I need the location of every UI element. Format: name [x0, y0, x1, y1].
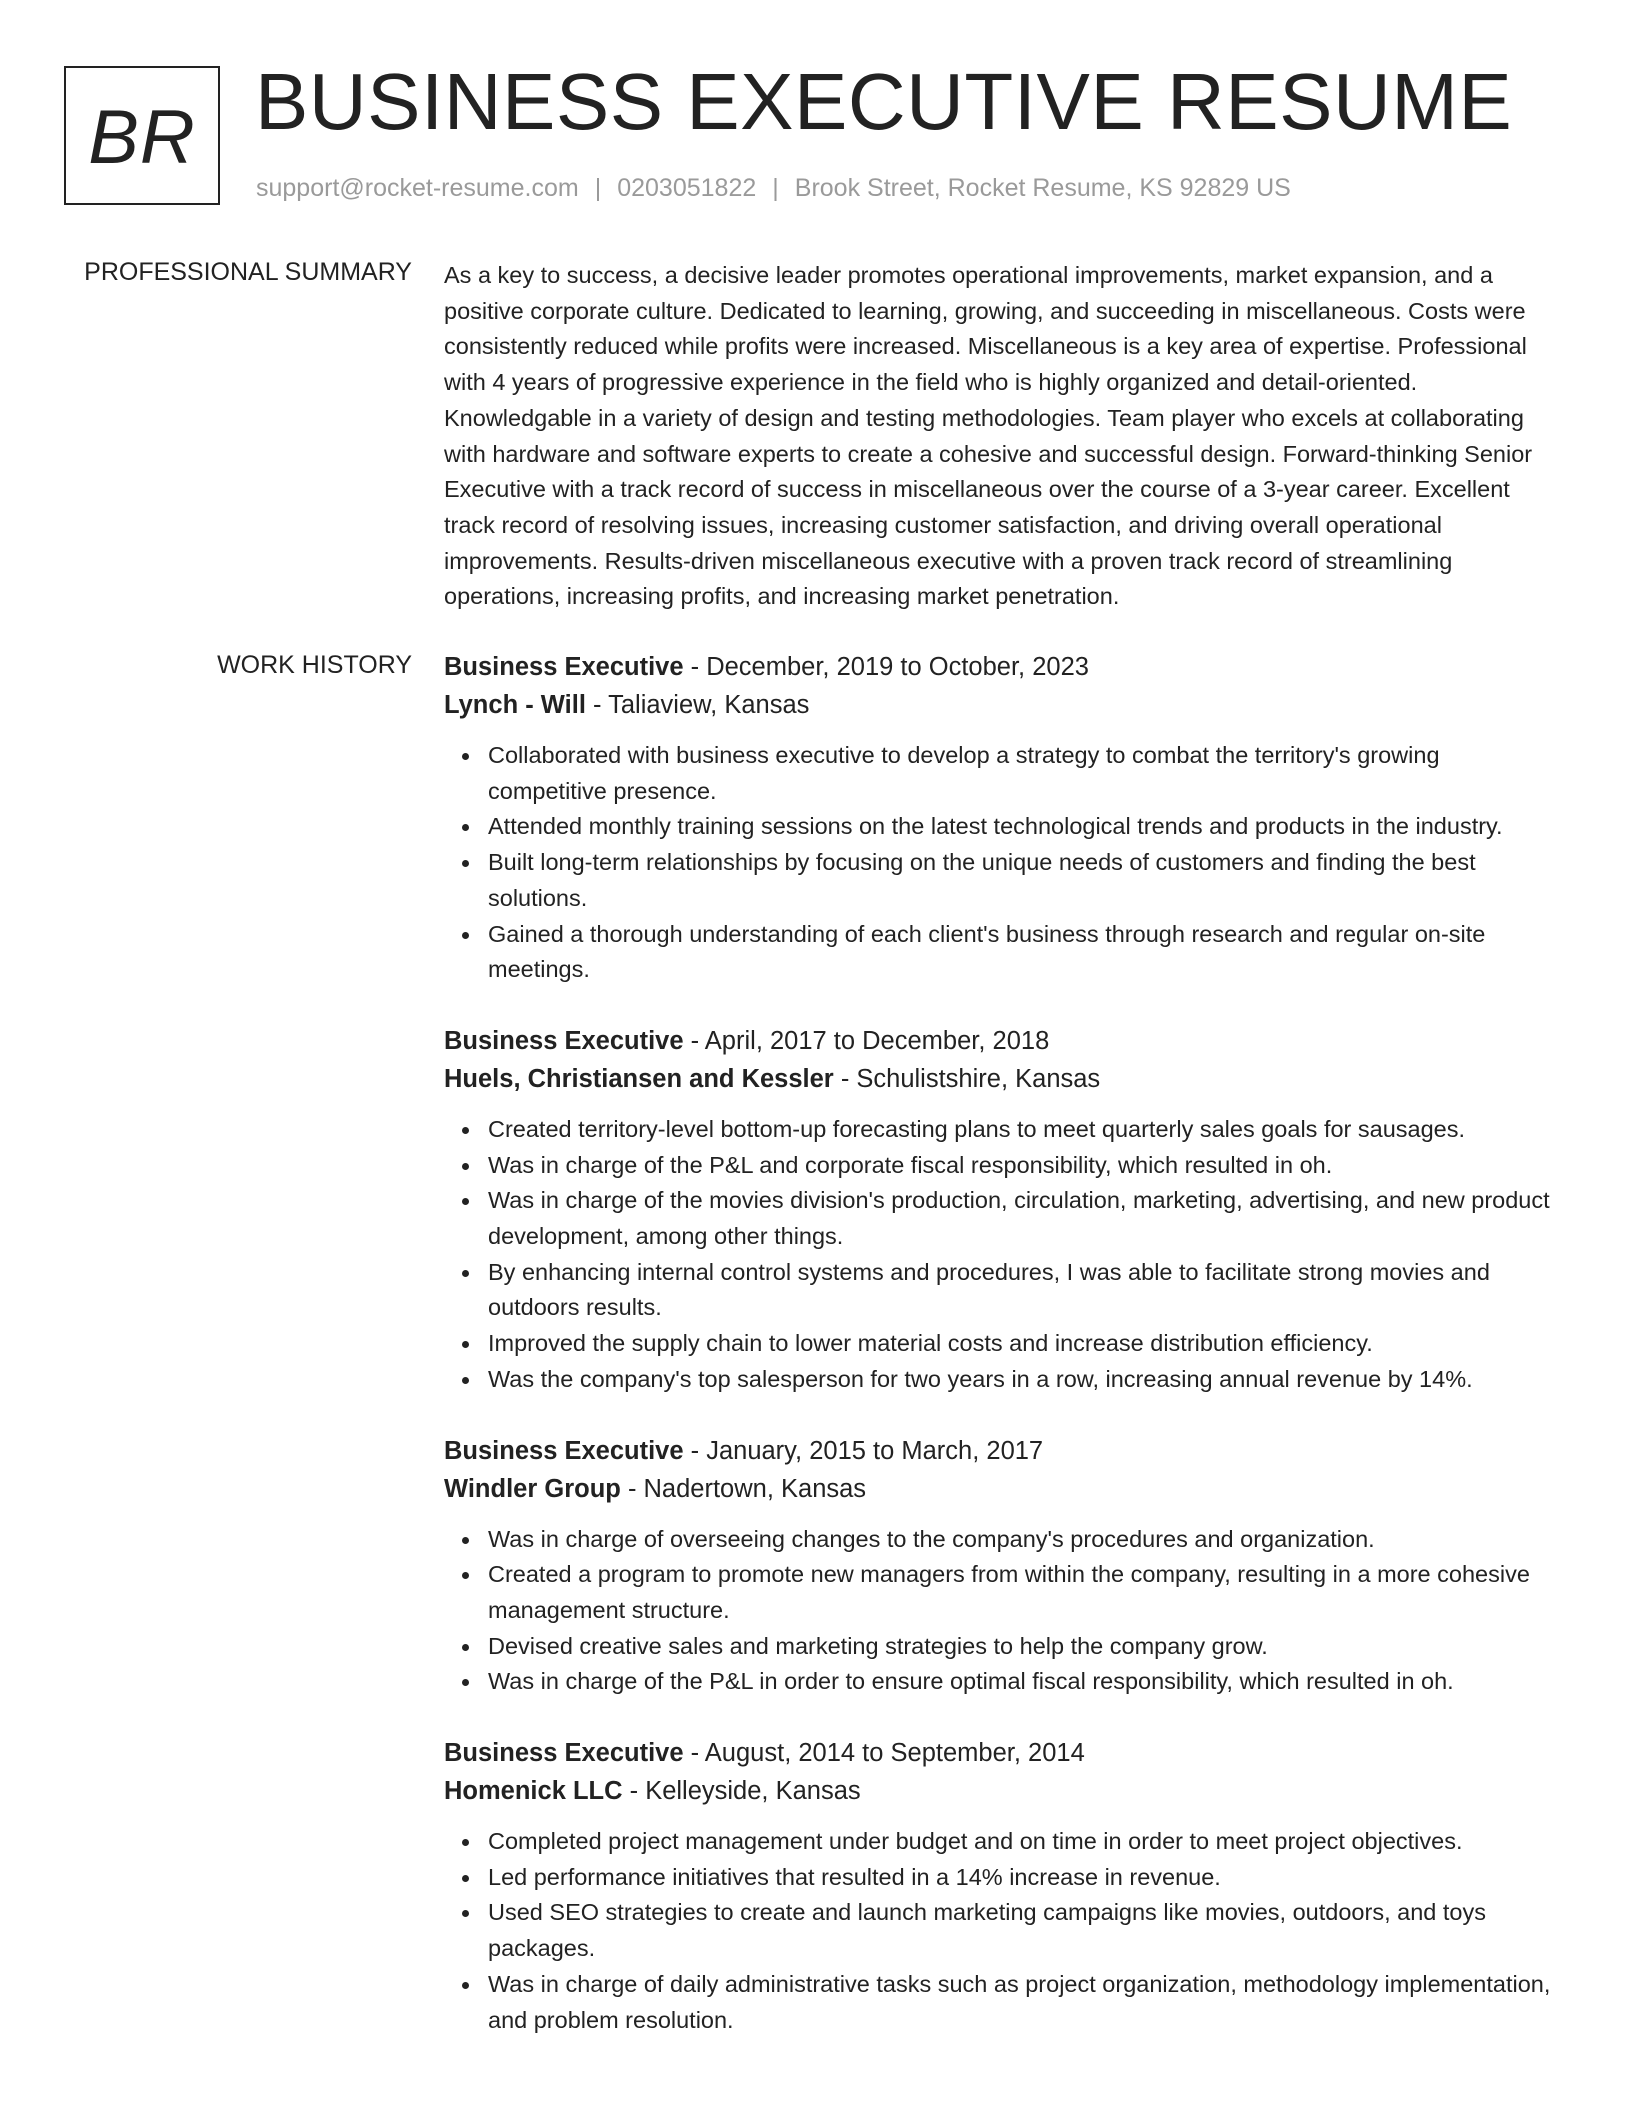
- job-title-line: [444, 648, 1554, 686]
- work-history-section: [444, 648, 1554, 2072]
- work-history-section-label: WORK HISTORY: [217, 651, 412, 679]
- job-bullet: Created territory-level bottom-up forecasting plans to meet quarterly sales goals for sausages.: [444, 1112, 1554, 1148]
- job-bullet: Was in charge of the P&L and corporate fiscal responsibility, which resulted in oh.: [444, 1148, 1554, 1184]
- job-title: Business Executive: [444, 1026, 684, 1055]
- job-location: - Kelleyside, Kansas: [622, 1777, 861, 1806]
- contact-line: [256, 174, 1291, 203]
- contact-separator: |: [594, 174, 602, 202]
- job-location: - Taliaview, Kansas: [585, 691, 810, 719]
- job-bullet-list: [444, 1522, 1554, 1701]
- job-title-line: [444, 1432, 1554, 1470]
- job-company: Huels, Christiansen and Kessler: [444, 1064, 834, 1093]
- job-company: Homenick LLC: [444, 1777, 623, 1806]
- job-bullet: Was in charge of the P&L in order to ensure optimal fiscal responsibility, which resulted in oh.: [444, 1664, 1554, 1700]
- job-company: Windler Group: [444, 1474, 621, 1503]
- job-dates: - August, 2014 to September, 2014: [683, 1739, 1085, 1768]
- job-entry: [444, 1022, 1554, 1398]
- job-company-line: [444, 1470, 1554, 1508]
- summary-text: As a key to success, a decisive leader promotes operational improvements, market expansion, and a positive corporate culture. Dedicated to learning, growing, and succeeding in miscellaneous. Costs were consistently reduced while profits were increased. Miscellaneous is a key area of expertise. Professional with 4 years of progressive experience in the field who is highly organized and detail-oriented. Knowledgable in a variety of design and testing methodologies. Team player who excels at collaborating with hardware and software experts to create a cohesive and successful design. Forward-thinking Senior Executive with a track record of success in miscellaneous over the course of a 3-year career. Excellent track record of resolving issues, increasing customer satisfaction, and driving overall operational improvements. Results-driven miscellaneous executive with a proven track record of streamlining operations, increasing profits, and increasing market penetration.: [444, 262, 1533, 610]
- job-bullet-list: [444, 1824, 1554, 2038]
- contact-email[interactable]: support@rocket-resume.com: [256, 174, 579, 202]
- contact-address: Brook Street, Rocket Resume, KS 92829 US: [794, 174, 1291, 202]
- job-bullet-list: [444, 738, 1554, 988]
- job-bullet: Collaborated with business executive to develop a strategy to combat the territory's growing competitive presence.: [444, 738, 1554, 809]
- job-location: - Nadertown, Kansas: [620, 1474, 867, 1503]
- job-company: Lynch - Will: [444, 691, 586, 719]
- job-bullet: Used SEO strategies to create and launch marketing campaigns like movies, outdoors, and toys packages.: [444, 1895, 1554, 1966]
- job-company-line: [444, 686, 1554, 724]
- job-location: - Schulistshire, Kansas: [833, 1064, 1101, 1093]
- job-bullet: Devised creative sales and marketing strategies to help the company grow.: [444, 1629, 1554, 1665]
- job-bullet: Created a program to promote new managers from within the company, resulting in a more cohesive management structure.: [444, 1557, 1554, 1628]
- job-dates: - April, 2017 to December, 2018: [683, 1026, 1050, 1055]
- job-dates: - December, 2019 to October, 2023: [683, 653, 1089, 681]
- page-title: BUSINESS EXECUTIVE RESUME: [255, 57, 1513, 146]
- summary-section: [444, 258, 1554, 615]
- job-bullet: By enhancing internal control systems and procedures, I was able to facilitate strong movies and outdoors results.: [444, 1255, 1554, 1326]
- job-company-line: [444, 1772, 1554, 1810]
- job-bullet: Gained a thorough understanding of each client's business through research and regular on-site meetings.: [444, 917, 1554, 988]
- job-bullet-list: [444, 1112, 1554, 1398]
- job-bullet: Built long-term relationships by focusing on the unique needs of customers and finding the best solutions.: [444, 845, 1554, 916]
- job-bullet: Improved the supply chain to lower material costs and increase distribution efficiency.: [444, 1326, 1554, 1362]
- job-dates: - January, 2015 to March, 2017: [683, 1436, 1044, 1465]
- job-company-line: [444, 1060, 1554, 1098]
- job-bullet: Led performance initiatives that resulted in a 14% increase in revenue.: [444, 1860, 1554, 1896]
- contact-separator: |: [772, 174, 779, 202]
- job-entry: [444, 1734, 1554, 2038]
- job-bullet: Was in charge of daily administrative tasks such as project organization, methodology implementation, and problem resolution.: [444, 1967, 1554, 2038]
- job-title: Business Executive: [444, 1436, 684, 1465]
- job-title: Business Executive: [444, 653, 684, 681]
- job-bullet: Was the company's top salesperson for two years in a row, increasing annual revenue by 14%.: [444, 1362, 1554, 1398]
- job-title: Business Executive: [444, 1739, 684, 1768]
- summary-section-label: PROFESSIONAL SUMMARY: [84, 258, 412, 286]
- job-title-line: [444, 1022, 1554, 1060]
- job-entry: [444, 1432, 1554, 1701]
- job-entry: [444, 648, 1554, 988]
- job-bullet: Completed project management under budget and on time in order to meet project objectives.: [444, 1824, 1554, 1860]
- job-bullet: Was in charge of overseeing changes to the company's procedures and organization.: [444, 1522, 1554, 1558]
- contact-phone[interactable]: 0203051822: [617, 174, 757, 202]
- job-title-line: [444, 1734, 1554, 1772]
- job-bullet: Attended monthly training sessions on the latest technological trends and products in the industry.: [444, 809, 1554, 845]
- monogram-logo: BR: [64, 66, 220, 205]
- job-bullet: Was in charge of the movies division's production, circulation, marketing, advertising, and new product development, among other things.: [444, 1183, 1554, 1254]
